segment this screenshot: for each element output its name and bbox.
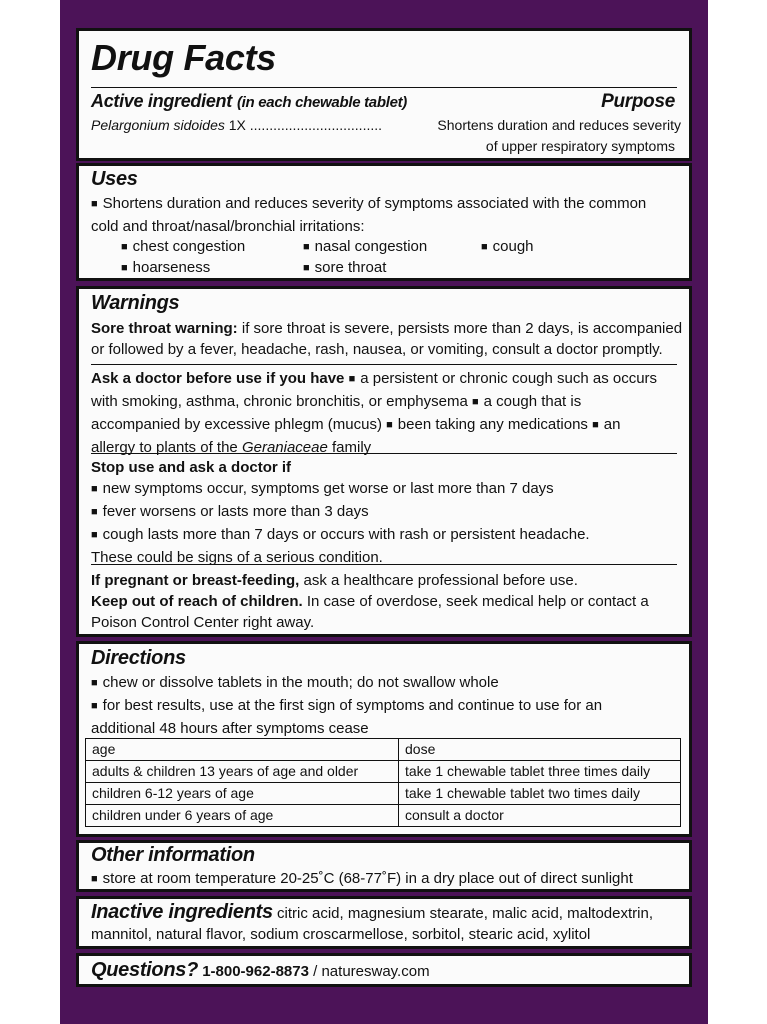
ingredient-dots: .................................. [249, 117, 383, 133]
ask-text-2a: with smoking, asthma, chronic bronchitis, or emphysema [91, 393, 468, 410]
ask-line-4 [91, 437, 686, 458]
warnings-header: Warnings [91, 292, 180, 314]
phone-number: 1-800-962-8873 [202, 963, 309, 980]
ask-text-4a: allergy to plants of the [91, 439, 238, 456]
ask-label: Ask a doctor before use if you have [91, 370, 345, 387]
table-cell: children 6-12 years of age [86, 783, 399, 805]
pregnant-text: ask a healthcare professional before use. [303, 572, 578, 589]
questions-card [76, 953, 692, 987]
inactive-line-1 [91, 902, 686, 924]
table-row [86, 783, 681, 805]
active-ingredient-header: Active ingredient [91, 91, 232, 111]
website: naturesway.com [321, 963, 430, 980]
table-cell: consult a doctor [399, 805, 681, 827]
table-header-row [86, 739, 681, 761]
ask-line-1 [91, 368, 686, 391]
inactive-ingredients [91, 902, 686, 945]
warnings-rule-2 [91, 453, 677, 454]
uses-intro [91, 193, 681, 237]
direction-item: ■ for best results, use at the first sign of symptoms and continue to use for an [91, 695, 686, 718]
inactive-ingredients-card [76, 896, 692, 949]
drug-facts-header-card [76, 28, 692, 161]
warnings-rule-3 [91, 564, 677, 565]
stop-note: These could be signs of a serious condition. [91, 549, 383, 566]
table-cell: take 1 chewable tablet two times daily [399, 783, 681, 805]
table-cell: children under 6 years of age [86, 805, 399, 827]
pregnant-label: If pregnant or breast-feeding, [91, 572, 300, 589]
use-item: ■ chest congestion [121, 236, 245, 259]
uses-intro-line-2: cold and throat/nasal/bronchial irritations: [91, 218, 365, 235]
sore-throat-text-1: if sore throat is severe, persists more than 2 days, is accompanied [241, 320, 683, 337]
page-title: Drug Facts [91, 37, 277, 78]
warnings-rule-1 [91, 364, 677, 365]
ask-line-2 [91, 391, 686, 414]
active-ingredient-line [91, 115, 681, 136]
stop-item: ■ fever worsens or lasts more than 3 days [91, 501, 686, 524]
keep-out-text-1: In case of overdose, seek medical help or contact a [306, 593, 649, 610]
directions-list [91, 672, 686, 739]
use-item: ■ nasal congestion [303, 236, 427, 259]
table-row [86, 761, 681, 783]
questions-separator: / [313, 963, 318, 980]
active-ingredient-row [91, 91, 407, 112]
use-item: ■ sore throat [303, 257, 386, 280]
inactive-line-2: mannitol, natural flavor, sodium croscarmellose, sorbitol, stearic acid, xylitol [91, 926, 591, 943]
dosage-table [85, 738, 681, 827]
direction-item-cont: additional 48 hours after symptoms cease [91, 720, 369, 737]
inactive-header: Inactive ingredients [91, 901, 273, 923]
uses-header: Uses [91, 168, 138, 190]
table-header-age: age [86, 739, 399, 761]
stop-label-text: Stop use and ask a doctor if [91, 459, 292, 476]
pregnancy-warning [91, 570, 686, 633]
stop-item: ■ cough lasts more than 7 days or occurs with rash or persistent headache. [91, 524, 686, 547]
questions-header: Questions? [91, 959, 199, 981]
stop-use-warning [91, 457, 686, 568]
keep-out-label: Keep out of reach of children. [91, 593, 303, 610]
other-info-card [76, 840, 692, 892]
use-item: ■ cough [481, 236, 534, 259]
other-info-header: Other information [91, 844, 255, 866]
stop-label [91, 457, 686, 478]
ask-line-3 [91, 414, 686, 437]
ingredient-strength: 1X [228, 117, 246, 133]
ask-text-2b: ■ a cough that is [472, 393, 581, 410]
ask-text-4b: Geraniaceae [241, 439, 328, 456]
ask-text-3a: accompanied by excessive phlegm (mucus) [91, 416, 382, 433]
uses-card [76, 163, 692, 281]
ask-text-3b: ■ been taking any medications [386, 416, 588, 433]
pregnant-line [91, 570, 686, 591]
keep-out-line-2: Poison Control Center right away. [91, 614, 315, 631]
title-rule [91, 87, 677, 88]
purpose-line-1: Shortens duration and reduces severity [437, 117, 681, 133]
ask-text-1: ■ a persistent or chronic cough such as occurs [349, 370, 657, 387]
table-cell: adults & children 13 years of age and older [86, 761, 399, 783]
table-row [86, 805, 681, 827]
ask-text-4c: family [332, 439, 372, 456]
table-cell: take 1 chewable tablet three times daily [399, 761, 681, 783]
inactive-text-1: citric acid, magnesium stearate, malic acid, maltodextrin, [277, 905, 653, 922]
table-header-dose: dose [399, 739, 681, 761]
sore-throat-label: Sore throat warning: [91, 320, 238, 337]
uses-intro-line-1: ■ Shortens duration and reduces severity of symptoms associated with the common [91, 193, 681, 216]
directions-header: Directions [91, 647, 186, 669]
purpose-header: Purpose [601, 91, 675, 112]
active-ingredient-note: (in each chewable tablet) [236, 94, 407, 111]
ask-text-3c: ■ an [592, 416, 620, 433]
ingredient-name: Pelargonium sidoides [91, 117, 225, 133]
sore-throat-warning [91, 318, 686, 360]
warnings-card [76, 286, 692, 637]
questions-line [91, 960, 430, 982]
purpose-line-2: of upper respiratory symptoms [485, 138, 675, 154]
ask-doctor-warning [91, 368, 686, 458]
other-info-item: ■ store at room temperature 20-25˚C (68-77˚F) in a dry place out of direct sunlight [91, 868, 633, 891]
sore-throat-line-2: or followed by a fever, headache, rash, nausea, or vomiting, consult a doctor promptly. [91, 341, 663, 358]
direction-item: ■ chew or dissolve tablets in the mouth; do not swallow whole [91, 672, 686, 695]
keep-out-line [91, 591, 686, 612]
directions-card [76, 641, 692, 837]
use-item: ■ hoarseness [121, 257, 210, 280]
stop-item: ■ new symptoms occur, symptoms get worse or last more than 7 days [91, 478, 686, 501]
sore-throat-line-1 [91, 318, 686, 339]
